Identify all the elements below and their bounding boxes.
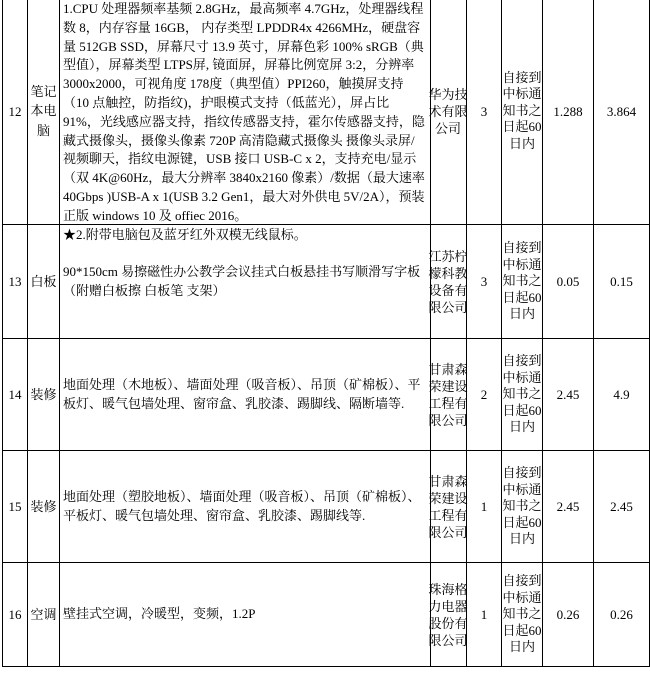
description-note: ★2.附带电脑包及蓝牙红外双模无线鼠标。 (63, 226, 307, 242)
quantity: 3 (480, 274, 488, 289)
supplier-name: 甘肃森荣建设工程有限公司 (428, 473, 468, 540)
row-number: 16 (8, 607, 22, 622)
supplier-cell (428, 563, 468, 667)
supplier-name: 江苏柠檬科教设备有限公司 (428, 248, 468, 315)
row-number-cell (3, 225, 28, 339)
total-price-cell (594, 225, 650, 339)
item-description (60, 487, 430, 527)
unit-price: 2.45 (556, 499, 580, 514)
delivery-term: 自接到中标通知书之日起60日内 (502, 573, 542, 655)
table-row (3, 0, 650, 225)
description-text: 地面处理（塑胶地板）、墙面处理（吸音板）、吊顶（矿棉板）、平板灯、暖气包墙处理、窗帘盒、乳胶漆、踢脚线等. (63, 488, 421, 523)
item-name: 装修 (30, 498, 57, 514)
delivery-term: 自接到中标通知书之日起60日内 (502, 69, 542, 151)
item-name-cell (28, 339, 60, 451)
quantity: 1 (480, 499, 488, 514)
total-price: 2.45 (610, 499, 633, 514)
description-text: 90*150cm 易擦磁性办公教学会议挂式白板悬挂书写顺滑写字板（附赠白板擦 白板笔 支架） (63, 263, 421, 298)
delivery-cell (502, 0, 543, 225)
unit-price: 2.45 (556, 387, 580, 402)
row-number: 14 (8, 387, 22, 402)
quantity-cell (467, 451, 502, 563)
description-text: 地面处理（木地板）、墙面处理（吸音板）、吊顶（矿棉板）、平板灯、暖气包墙处理、窗帘盒、乳胶漆、踢脚线、隔断墙等. (63, 376, 421, 411)
row-number-cell (3, 563, 28, 667)
unit-price-cell (543, 0, 594, 225)
delivery-term: 自接到中标通知书之日起60日内 (502, 353, 542, 435)
quantity-cell (467, 563, 502, 667)
description-text: 壁挂式空调，冷暖型，变频，1.2P (63, 606, 256, 622)
delivery-term: 自接到中标通知书之日起60日内 (502, 240, 542, 322)
total-price: 3.864 (606, 103, 637, 119)
unit-price-cell (543, 339, 594, 451)
delivery-term: 自接到中标通知书之日起60日内 (502, 465, 542, 547)
row-number-cell (3, 339, 28, 451)
unit-price: 0.26 (556, 607, 580, 622)
supplier-cell (428, 451, 468, 563)
quantity-cell (467, 0, 502, 225)
item-name: 空调 (30, 606, 57, 622)
quantity: 2 (480, 387, 488, 402)
item-description (60, 604, 430, 625)
supplier-name: 甘肃森荣建设工程有限公司 (428, 361, 468, 428)
row-number-cell (3, 0, 28, 225)
item-name: 笔记本电脑 (30, 83, 57, 138)
total-price-cell (594, 339, 650, 451)
unit-price-cell (543, 563, 594, 667)
item-name-cell (28, 451, 60, 563)
row-number-cell (3, 451, 28, 563)
item-description (60, 0, 430, 242)
table-row (3, 563, 650, 667)
item-description (60, 262, 430, 302)
description-cell (60, 339, 431, 451)
total-price-cell (594, 563, 650, 667)
description-cell (60, 0, 431, 242)
quantity: 3 (480, 103, 488, 119)
total-price: 0.26 (610, 607, 633, 622)
unit-price-cell (543, 225, 594, 339)
row-number: 12 (8, 103, 22, 119)
supplier-cell (428, 339, 468, 451)
unit-price: 0.05 (556, 274, 580, 289)
total-price-cell (594, 451, 650, 563)
supplier-cell (428, 225, 468, 339)
description-cell (60, 563, 431, 667)
unit-price-cell (543, 451, 594, 563)
description-cell (60, 451, 431, 563)
quantity-cell (467, 225, 502, 339)
delivery-cell (502, 563, 543, 667)
item-name: 白板 (30, 273, 57, 289)
item-name-cell (28, 563, 60, 667)
item-name-cell (28, 0, 60, 225)
total-price: 4.9 (613, 387, 630, 402)
supplier-name: 珠海格力电器股份有限公司 (428, 581, 468, 648)
description-text: 1.CPU 处理器频率基频 2.8GHz，最高频率 4.7GHz，处理器线程数 8，内存容量 16GB， 内存类型 LPDDR4x 4266MHz，硬盘容量 512GB SSD，屏幕尺寸 13.9 英寸，屏幕色彩 100% sRGB（典型值），屏幕类型 LTPS屏, 镜面屏，屏幕比例宽屏 3:2，分辨率 3000x2000，可视角度 178度（典型值）PPI260，触摸屏支持（10 点触控，防指纹)，护眼模式支持（低蓝光），屏占比 91%，光线感应器支持，指纹传感器支持，霍尔传感器支持，隐藏式摄像头，摄像头像素 720P 高清隐藏式摄像头 摄像头录屏/视频聊天，指纹电源键，USB 接口 USB-C x 2，支持充电/显示（双 4K@60Hz，最大分辨率 3840x2160 像素）/数据（最大速率 40Gbps )USB-A x 1(USB 3.2 Gen1，最大对外供电 5V/2A），预装正版 windows 10 及 offiec 2016。 (63, 1, 425, 223)
delivery-cell (502, 339, 543, 451)
table-row (3, 451, 650, 563)
supplier-cell (428, 0, 468, 225)
table-row (3, 339, 650, 451)
unit-price: 1.288 (553, 103, 583, 119)
quantity-cell (467, 339, 502, 451)
delivery-cell (502, 451, 543, 563)
item-description (60, 375, 430, 415)
quantity: 1 (480, 607, 488, 622)
total-price: 0.15 (610, 274, 633, 289)
total-price-cell (594, 0, 650, 225)
procurement-table (2, 0, 650, 667)
row-number: 15 (8, 499, 22, 514)
row-number: 13 (8, 274, 22, 289)
supplier-name: 华为技术有限公司 (428, 86, 468, 136)
item-name: 装修 (30, 386, 57, 402)
item-name-cell (28, 225, 60, 339)
delivery-cell (502, 225, 543, 339)
